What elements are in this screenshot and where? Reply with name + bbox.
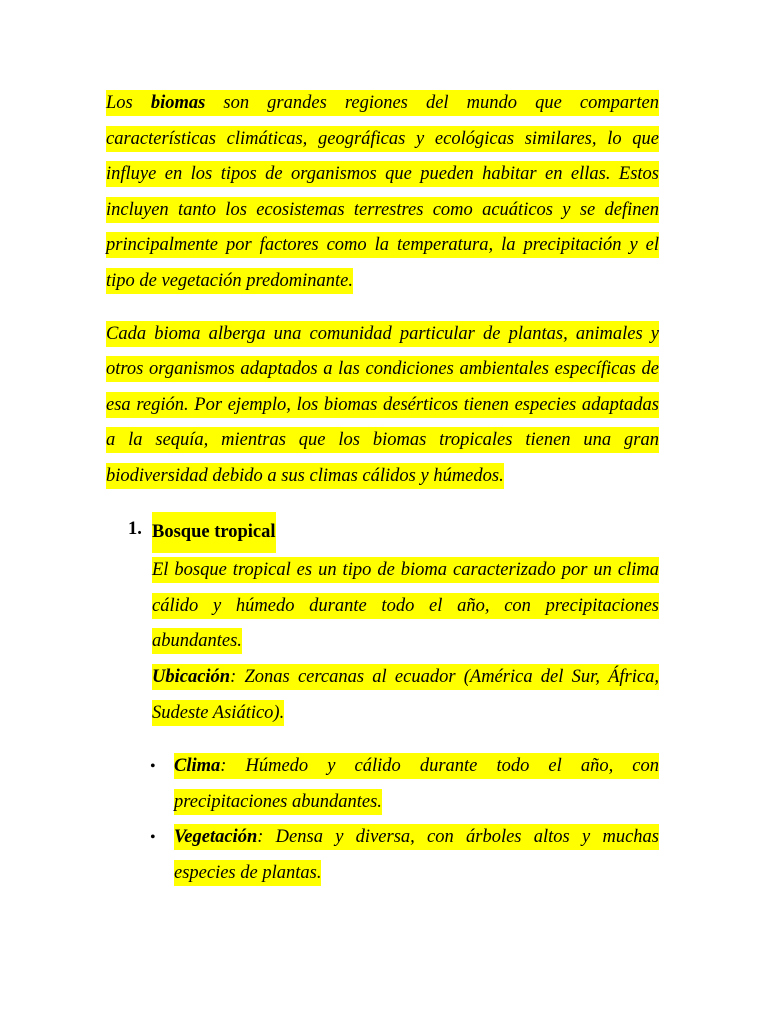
section-bosque-tropical <box>128 512 659 892</box>
bullet-icon: • <box>150 829 156 847</box>
section-title: Bosque tropical <box>152 512 276 554</box>
highlight <box>174 753 659 815</box>
section-description <box>152 553 659 660</box>
bullet-icon: • <box>150 758 156 776</box>
intro-paragraph-2 <box>106 317 659 495</box>
bullet-label: Clima <box>174 756 221 777</box>
biomas-bold: biomas <box>150 93 206 113</box>
highlight <box>152 664 659 726</box>
section-number: 1. <box>128 518 142 539</box>
list-item <box>150 820 659 891</box>
highlight <box>174 824 659 886</box>
intro-text-after: son grandes regiones del mundo que comparten características climáticas, geográficas y ecológicas similares, lo que influye en los tipos de organismos que pueden habitar en ellas. Estos incluyen tanto los ecosistemas terrestres como acuáticos y se definen principalmente por factores como la temperatura, la precipitación y el tipo de vegetación predominante. <box>106 93 659 291</box>
bullet-text: : Densa y diversa, con árboles altos y muchas especies de plantas. <box>174 827 659 883</box>
bullet-list <box>128 749 659 891</box>
intro-paragraph-1 <box>106 86 659 300</box>
bullet-text: : Húmedo y cálido durante todo el año, con precipitaciones abundantes. <box>174 756 659 812</box>
document-page <box>106 86 659 891</box>
highlight: Cada bioma alberga una comunidad particular de plantas, animales y otros organismos adaptados a las condiciones ambientales específicas de esa región. Por ejemplo, los biomas desérticos tienen especies adaptadas a la sequía, mientras que los biomas tropicales tienen una gran biodiversidad debido a sus climas cálidos y húmedos. <box>106 321 659 489</box>
bullet-label: Vegetación <box>174 827 258 848</box>
intro-text-before: Los <box>106 93 151 113</box>
list-item <box>150 749 659 820</box>
section-heading <box>128 512 659 554</box>
section-location <box>152 660 659 731</box>
highlight: El bosque tropical es un tipo de bioma caracterizado por un clima cálido y húmedo durante todo el año, con precipitaciones abundantes. <box>152 557 659 654</box>
location-label: Ubicación <box>152 666 231 687</box>
location-text: : Zonas cercanas al ecuador (América del Sur, África, Sudeste Asiático). <box>152 666 659 723</box>
highlight <box>106 90 659 294</box>
